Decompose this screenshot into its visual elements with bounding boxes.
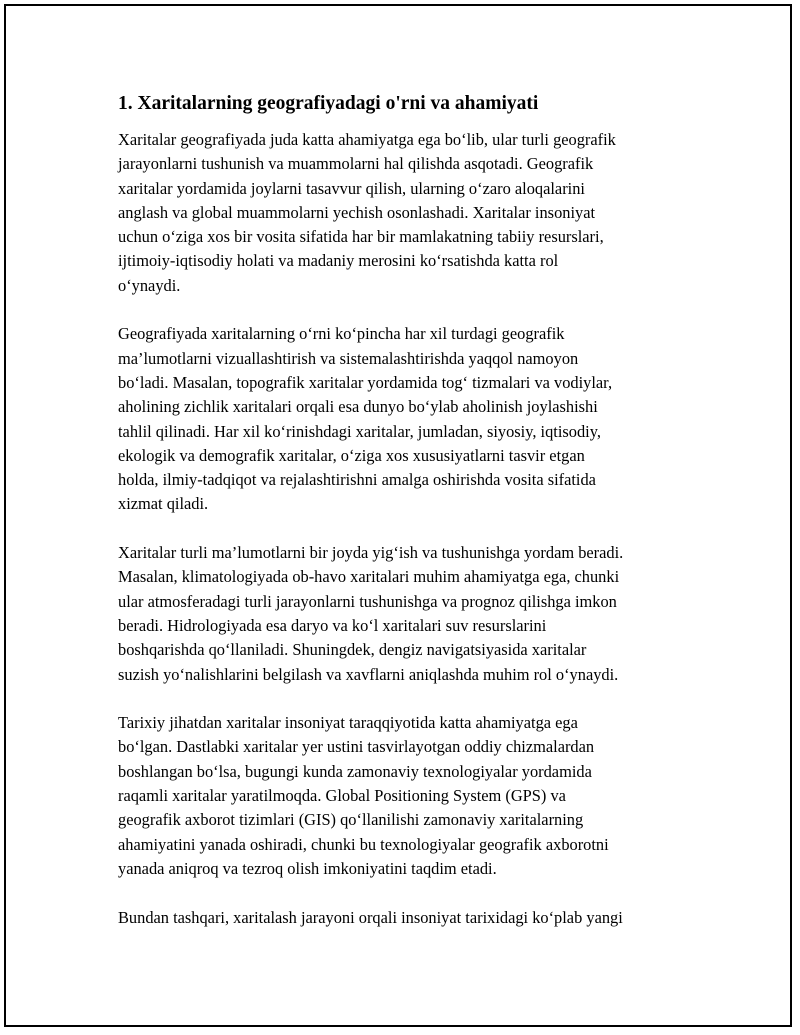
text-line: bo‘lgan. Dastlabki xaritalar yer ustini tasvirlayotgan oddiy chizmalardan (118, 737, 595, 757)
text-line: suzish yo‘nalishlarini belgilash va xavflarni aniqlashda muhim rol o‘ynaydi. (118, 664, 619, 684)
text-line: aholining zichlik xaritalari orqali esa dunyo bo‘ylab aholinish joylashishi (118, 397, 598, 417)
paragraph-5 (118, 906, 698, 930)
text-line: beradi. Hidrologiyada esa daryo va ko‘l xaritalari suv resurslarini (118, 615, 547, 635)
paragraph-3 (118, 541, 698, 687)
section-heading: 1. Xaritalarning geografiyadagi o'rni va ahamiyati (118, 93, 539, 114)
paragraph-4 (118, 711, 698, 881)
text-line: o‘ynaydi. (118, 275, 181, 295)
text-line: ma’lumotlarni vizuallashtirish va sistemalashtirishda yaqqol namoyon (118, 348, 579, 368)
text-line: ekologik va demografik xaritalar, o‘ziga xos xususiyatlarni tasvir etgan (118, 445, 585, 465)
paragraph-1 (118, 128, 698, 298)
text-line: yanada aniqroq va tezroq olish imkoniyatini taqdim etadi. (118, 858, 497, 878)
text-line: geografik axborot tizimlari (GIS) qo‘llanilishi zamonaviy xaritalarning (118, 810, 584, 830)
text-line: xizmat qiladi. (118, 494, 209, 514)
text-line: jarayonlarni tushunish va muammolarni hal qilishda asqotadi. Geografik (118, 154, 594, 174)
text-line: Xaritalar geografiyada juda katta ahamiyatga ega bo‘lib, ular turli geografik (118, 130, 616, 149)
text-line: xaritalar yordamida joylarni tasavvur qilish, ularning o‘zaro aloqalarini (118, 178, 585, 198)
text-line: ijtimoiy-iqtisodiy holati va madaniy merosini ko‘rsatishda katta rol (118, 251, 559, 271)
document-body (118, 91, 698, 954)
text-line: Bundan tashqari, xaritalash jarayoni orqali insoniyat tarixidagi ko‘plab yangi (118, 907, 623, 927)
text-line: uchun o‘ziga xos bir vosita sifatida har bir mamlakatning tabiiy resurslari, (118, 227, 604, 247)
paragraph-2 (118, 322, 698, 516)
text-line: holda, ilmiy-tadqiqot va rejalashtirishni amalga oshirishda vosita sifatida (118, 470, 596, 490)
text-line: bo‘ladi. Masalan, topografik xaritalar yordamida tog‘ tizmalari va vodiylar, (118, 372, 613, 392)
text-line: Tarixiy jihatdan xaritalar insoniyat taraqqiyotida katta ahamiyatga ega (118, 713, 578, 733)
text-line: boshqarishda qo‘llaniladi. Shuningdek, dengiz navigatsiyasida xaritalar (118, 640, 587, 660)
text-line: Masalan, klimatologiyada ob-havo xaritalari muhim ahamiyatga ega, chunki (118, 567, 620, 587)
text-line: Xaritalar turli ma’lumotlarni bir joyda yig‘ish va tushunishga yordam beradi. (118, 543, 624, 563)
text-line: ahamiyatini yanada oshiradi, chunki bu texnologiyalar geografik axborotni (118, 834, 609, 854)
text-line: ular atmosferadagi turli jarayonlarni tushunishga va prognoz qilishga imkon (118, 591, 617, 611)
text-line: tahlil qilinadi. Har xil ko‘rinishdagi xaritalar, jumladan, siyosiy, iqtisodiy, (118, 421, 601, 441)
text-line: boshlangan bo‘lsa, bugungi kunda zamonaviy texnologiyalar yordamida (118, 761, 592, 781)
text-line: anglash va global muammolarni yechish osonlashadi. Xaritalar insoniyat (118, 202, 596, 222)
text-line: raqamli xaritalar yaratilmoqda. Global Positioning System (GPS) va (118, 786, 566, 806)
text-line: Geografiyada xaritalarning o‘rni ko‘pincha har xil turdagi geografik (118, 324, 565, 344)
